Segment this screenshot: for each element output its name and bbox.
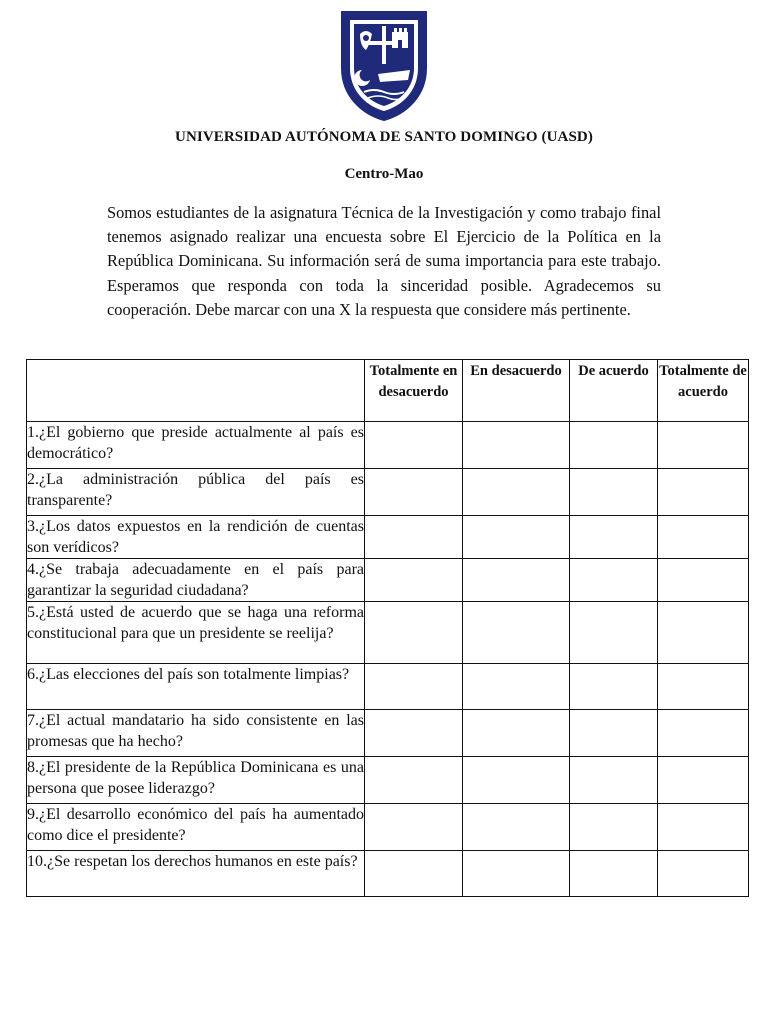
- question-5: 5.¿Está usted de acuerdo que se haga una reforma constitucional para que un presidente se reelija?: [27, 602, 365, 664]
- answer-cell[interactable]: [463, 559, 570, 602]
- table-row: [27, 559, 749, 602]
- answer-cell[interactable]: [365, 516, 463, 559]
- question-8: 8.¿El presidente de la República Dominicana es una persona que posee liderazgo?: [27, 757, 365, 804]
- answer-cell[interactable]: [570, 422, 658, 469]
- header-en-desacuerdo: En desacuerdo: [463, 360, 570, 422]
- answer-cell[interactable]: [570, 710, 658, 757]
- question-10: 10.¿Se respetan los derechos humanos en este país?: [27, 851, 365, 897]
- answer-cell[interactable]: [463, 516, 570, 559]
- table-row: [27, 469, 749, 516]
- table-row: [27, 710, 749, 757]
- header-totalmente-desacuerdo: Totalmente en desacuerdo: [365, 360, 463, 422]
- answer-cell[interactable]: [570, 664, 658, 710]
- answer-cell[interactable]: [658, 422, 749, 469]
- answer-cell[interactable]: [463, 710, 570, 757]
- answer-cell[interactable]: [365, 559, 463, 602]
- campus-subtitle: Centro-Mao: [344, 166, 424, 182]
- answer-cell[interactable]: [570, 516, 658, 559]
- survey-header-row: [27, 360, 749, 422]
- table-row: [27, 664, 749, 710]
- table-row: [27, 757, 749, 804]
- question-9: 9.¿El desarrollo económico del país ha aumentado como dice el presidente?: [27, 804, 365, 851]
- question-3: 3.¿Los datos expuestos en la rendición de cuentas son verídicos?: [27, 516, 365, 559]
- answer-cell[interactable]: [658, 516, 749, 559]
- answer-cell[interactable]: [570, 757, 658, 804]
- answer-cell[interactable]: [658, 469, 749, 516]
- question-2: 2.¿La administración pública del país es transparente?: [27, 469, 365, 516]
- answer-cell[interactable]: [658, 664, 749, 710]
- answer-cell[interactable]: [463, 757, 570, 804]
- answer-cell[interactable]: [658, 602, 749, 664]
- header-blank-cell: [27, 360, 365, 422]
- intro-paragraph: Somos estudiantes de la asignatura Técnica de la Investigación y como trabajo final tenemos asignado realizar una encuesta sobre El Ejercicio de la Política en la República Dominicana. Su información será de suma importancia para este trabajo. Esperamos que responda con toda la sinceridad posible. Agradecemos su cooperación. Debe marcar con una X la respuesta que considere más pertinente.: [107, 203, 661, 319]
- table-row: [27, 516, 749, 559]
- table-row: [27, 602, 749, 664]
- answer-cell[interactable]: [463, 851, 570, 897]
- institution-title: UNIVERSIDAD AUTÓNOMA DE SANTO DOMINGO (UASD): [175, 129, 593, 145]
- answer-cell[interactable]: [658, 710, 749, 757]
- answer-cell[interactable]: [365, 710, 463, 757]
- table-row: [27, 422, 749, 469]
- answer-cell[interactable]: [570, 602, 658, 664]
- answer-cell[interactable]: [365, 757, 463, 804]
- header-de-acuerdo: De acuerdo: [570, 360, 658, 422]
- answer-cell[interactable]: [570, 804, 658, 851]
- answer-cell[interactable]: [365, 851, 463, 897]
- answer-cell[interactable]: [463, 602, 570, 664]
- answer-cell[interactable]: [365, 469, 463, 516]
- answer-cell[interactable]: [463, 422, 570, 469]
- answer-cell[interactable]: [463, 664, 570, 710]
- question-4: 4.¿Se trabaja adecuadamente en el país para garantizar la seguridad ciudadana?: [27, 559, 365, 602]
- table-row: [27, 851, 749, 897]
- header-totalmente-acuerdo: Totalmente de acuerdo: [658, 360, 749, 422]
- answer-cell[interactable]: [658, 757, 749, 804]
- answer-cell[interactable]: [570, 851, 658, 897]
- answer-cell[interactable]: [365, 602, 463, 664]
- answer-cell[interactable]: [570, 559, 658, 602]
- answer-cell[interactable]: [658, 851, 749, 897]
- answer-cell[interactable]: [658, 804, 749, 851]
- table-row: [27, 804, 749, 851]
- university-seal: [338, 8, 430, 122]
- survey-table: [26, 359, 749, 897]
- answer-cell[interactable]: [463, 804, 570, 851]
- answer-cell[interactable]: [365, 422, 463, 469]
- answer-cell[interactable]: [463, 469, 570, 516]
- answer-cell[interactable]: [365, 804, 463, 851]
- answer-cell[interactable]: [365, 664, 463, 710]
- answer-cell[interactable]: [658, 559, 749, 602]
- answer-cell[interactable]: [570, 469, 658, 516]
- question-7: 7.¿El actual mandatario ha sido consistente en las promesas que ha hecho?: [27, 710, 365, 757]
- question-6: 6.¿Las elecciones del país son totalmente limpias?: [27, 664, 365, 710]
- question-1: 1.¿El gobierno que preside actualmente al país es democrático?: [27, 422, 365, 469]
